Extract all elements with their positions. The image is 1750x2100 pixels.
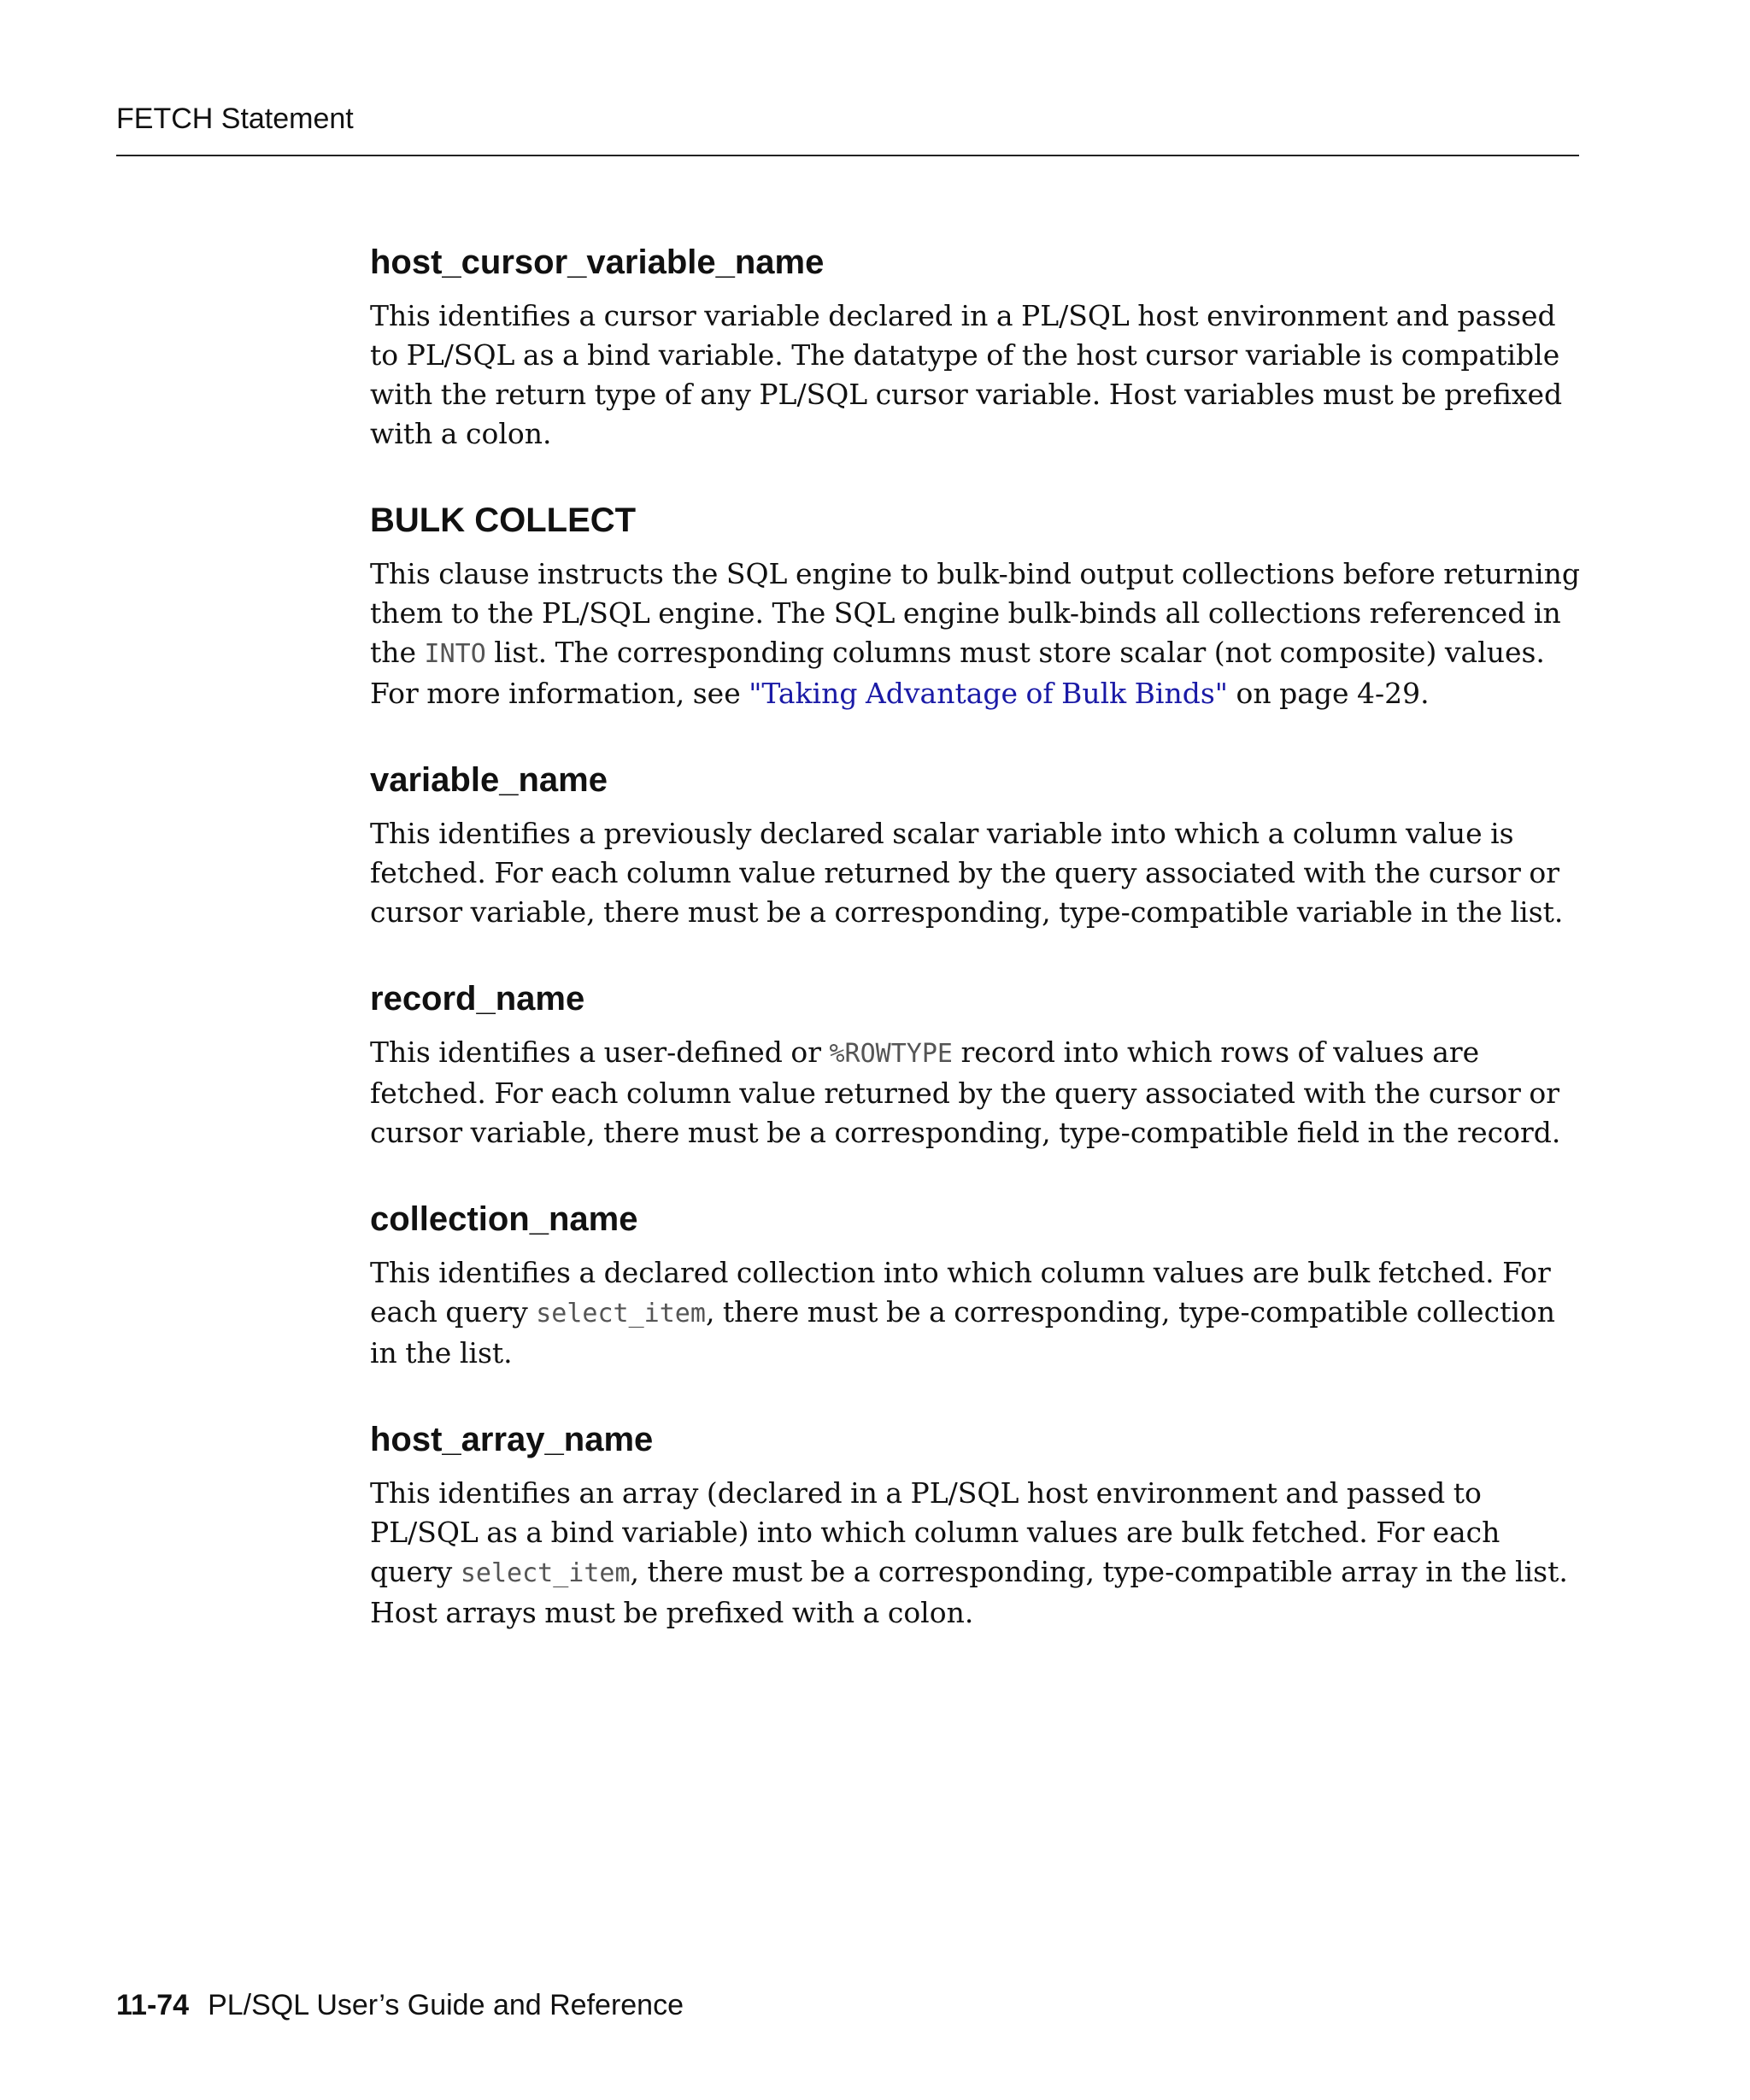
body-text: This clause instructs the SQL engine to bulk-bind output collections before returning them to the PL/SQL engine. The SQL engine bulk-binds all collections referenced in the (370, 557, 1581, 669)
page-footer (116, 1991, 684, 2020)
body-text: This identifies a declared collection into which column values are bulk fetched. For each query (370, 1256, 1551, 1329)
body-text: , there must be a corresponding, type-compatible collection in the list. (370, 1295, 1556, 1370)
code-term: %ROWTYPE (829, 1039, 953, 1069)
code-term: select_item (536, 1299, 706, 1329)
section-record-name (370, 978, 1583, 1153)
section-collection-name (370, 1199, 1583, 1373)
section-host-array-name (370, 1419, 1583, 1633)
running-header: FETCH Statement (116, 103, 354, 135)
code-term: INTO (424, 639, 486, 669)
section-heading: record_name (370, 980, 585, 1018)
section-heading: variable_name (370, 761, 608, 799)
section-heading: BULK COLLECT (370, 502, 637, 539)
body-text: This identifies a user-defined or (370, 1035, 830, 1069)
section-body (370, 1033, 1583, 1153)
main-content (370, 242, 1583, 1679)
section-heading: collection_name (370, 1200, 638, 1238)
book-title: PL/SQL User’s Guide and Reference (208, 1989, 684, 2021)
code-term: select_item (460, 1558, 631, 1588)
body-text: on page 4-29. (1227, 677, 1430, 710)
page-number: 11-74 (116, 1989, 190, 2021)
section-body (370, 1253, 1583, 1373)
section-heading: host_cursor_variable_name (370, 243, 825, 281)
section-host-cursor-variable-name (370, 242, 1583, 454)
body-text: record into which rows of values are fetched. For each column value returned by the query associated with the cursor or cursor variable, there must be a corresponding, type-compatible field in the record. (370, 1035, 1561, 1149)
section-body (370, 554, 1583, 713)
header-divider (116, 155, 1579, 156)
body-text: list. The corresponding columns must store scalar (not composite) values. For more information, see (370, 636, 1545, 710)
section-heading: host_array_name (370, 1421, 654, 1458)
section-body: This identifies a cursor variable declared in a PL/SQL host environment and passed to PL/SQL as a bind variable. The datatype of the host cursor variable is compatible with the return type of any PL/SQL cursor variable. Host variables must be prefixed with a colon. (370, 299, 1563, 450)
section-variable-name (370, 760, 1583, 932)
cross-reference-link[interactable]: "Taking Advantage of Bulk Binds" (749, 677, 1228, 710)
body-text: This identifies an array (declared in a PL/SQL host environment and passed to PL/SQL as a bind variable) into which column values are bulk fetched. For each query (370, 1476, 1500, 1588)
section-body: This identifies a previously declared scalar variable into which a column value is fetched. For each column value returned by the query associated with the cursor or cursor variable, there must be a corresponding, type-compatible variable in the list. (370, 817, 1564, 929)
section-body (370, 1474, 1583, 1633)
section-bulk-collect (370, 500, 1583, 713)
body-text: , there must be a corresponding, type-compatible array in the list. Host arrays must be prefixed with a colon. (370, 1555, 1568, 1629)
